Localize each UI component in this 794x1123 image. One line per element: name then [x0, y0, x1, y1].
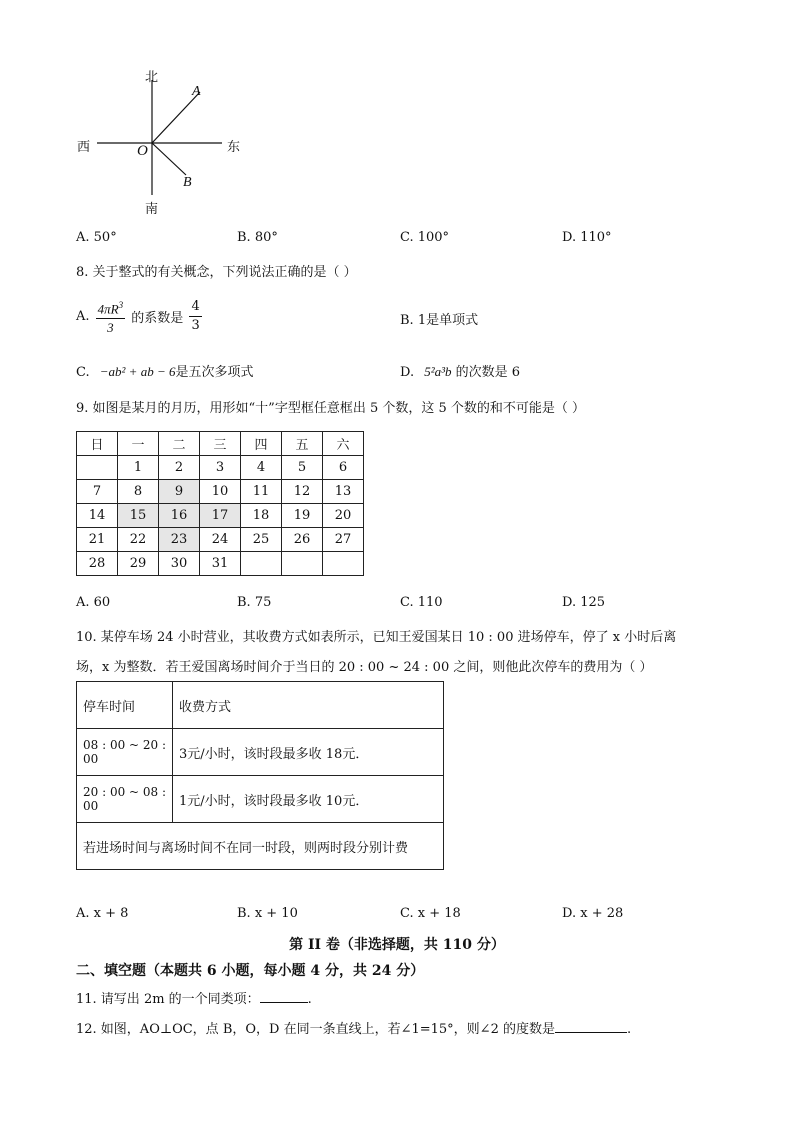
- calendar-cell: 27: [323, 528, 364, 552]
- calendar-cell-highlighted: 15: [118, 504, 159, 528]
- q10-option-b: B. x + 10: [237, 906, 298, 921]
- fee-table: [76, 681, 444, 870]
- q12: [76, 1018, 631, 1037]
- calendar-cell: 4: [241, 456, 282, 480]
- calendar-cell-highlighted: 9: [159, 480, 200, 504]
- q11-end: .: [307, 992, 312, 1007]
- calendar-cell: 31: [200, 552, 241, 576]
- q11: [76, 988, 312, 1007]
- calendar-cell: [323, 552, 364, 576]
- q8-c-prefix: C.: [76, 365, 90, 380]
- calendar-header-row: [77, 432, 364, 456]
- q8-option-d: [400, 361, 520, 380]
- q8-a-fraction: [96, 296, 125, 337]
- north-label: 北: [145, 70, 159, 85]
- calendar-cell: 22: [118, 528, 159, 552]
- section2-part-heading: 二、填空题（本题共 6 小题，每小题 4 分，共 24 分）: [76, 963, 425, 979]
- calendar-row: [77, 504, 364, 528]
- calendar-cell: 13: [323, 480, 364, 504]
- q8-a-frac-num: 4πR: [97, 301, 119, 317]
- fee-note-row: [77, 823, 444, 870]
- calendar-cell: 19: [282, 504, 323, 528]
- south-label: 南: [145, 202, 159, 217]
- calendar-cell: 26: [282, 528, 323, 552]
- ray-ob: [152, 143, 186, 175]
- calendar-cell-highlighted: 16: [159, 504, 200, 528]
- q8-a-mid: 的系数是: [131, 311, 184, 327]
- calendar-cell: [77, 456, 118, 480]
- calendar-cell: [241, 552, 282, 576]
- q7-option-c: C. 100°: [400, 230, 450, 245]
- point-b-label: B: [183, 175, 192, 190]
- q8-c-expr: −ab² + ab − 6: [99, 364, 176, 379]
- q8-d-prefix: D.: [400, 365, 415, 380]
- q7-option-d: D. 110°: [562, 230, 612, 245]
- q11-answer-blank[interactable]: [260, 990, 308, 1003]
- q10-option-d: D. x + 28: [562, 906, 624, 921]
- calendar-cell: 24: [200, 528, 241, 552]
- q8-option-a: [76, 296, 204, 337]
- calendar-row: [77, 552, 364, 576]
- q8-a-frac-sup: 3: [118, 300, 124, 310]
- calendar-cell: 28: [77, 552, 118, 576]
- q8-a-fraction2: [189, 298, 201, 335]
- calendar-cell: 14: [77, 504, 118, 528]
- q8-stem: 8. 关于整式的有关概念，下列说法正确的是（ ）: [76, 265, 357, 280]
- q9-option-d: D. 125: [562, 595, 606, 610]
- origin-label: O: [137, 143, 148, 159]
- q12-text: 12. 如图，AO⊥OC，点 B，O，D 在同一条直线上，若∠1=15°，则∠2 的度数是: [76, 1022, 555, 1037]
- q10-option-c: C. x + 18: [400, 906, 461, 921]
- compass-diagram: [0, 0, 794, 230]
- q10-line1: 10. 某停车场 24 小时营业，其收费方式如表所示，已知王爱国某日 10 : 00 进场停车，停了 x 小时后离: [76, 630, 677, 645]
- q12-end: .: [626, 1022, 632, 1037]
- calendar-header-cell: 日: [77, 432, 118, 456]
- q7-option-b: B. 80°: [237, 230, 278, 245]
- calendar-cell-highlighted: 23: [159, 528, 200, 552]
- calendar-cell: 5: [282, 456, 323, 480]
- q8-d-suffix: 的次数是 6: [451, 365, 521, 380]
- calendar-cell: 12: [282, 480, 323, 504]
- calendar-header-cell: 四: [241, 432, 282, 456]
- fee-row2-time: 20 : 00 ~ 08 : 00: [77, 776, 173, 823]
- calendar-cell: 3: [200, 456, 241, 480]
- calendar-header-cell: 一: [118, 432, 159, 456]
- fee-row1-fee: 3元/小时，该时段最多收 18元．: [173, 729, 444, 776]
- calendar-header-cell: 五: [282, 432, 323, 456]
- calendar-row: [77, 456, 364, 480]
- q9-option-b: B. 75: [237, 595, 272, 610]
- calendar-cell: 18: [241, 504, 282, 528]
- calendar-table: [76, 431, 364, 576]
- west-label: 西: [77, 140, 91, 155]
- calendar-cell: 30: [159, 552, 200, 576]
- q8-option-c: [76, 361, 254, 380]
- east-label: 东: [227, 140, 241, 155]
- calendar-cell: 8: [118, 480, 159, 504]
- calendar-cell: 29: [118, 552, 159, 576]
- q8-a-frac-den: 3: [107, 320, 114, 336]
- calendar-cell: 7: [77, 480, 118, 504]
- fee-row: [77, 729, 444, 776]
- fee-row2-fee: 1元/小时，该时段最多收 10元．: [173, 776, 444, 823]
- calendar-cell-highlighted: 17: [200, 504, 241, 528]
- fee-col1-header: 停车时间: [77, 682, 173, 729]
- q8-a-frac2-den: 3: [191, 318, 200, 334]
- q10-line2: 场，x 为整数．若王爱国离场时间介于当日的 20 : 00 ~ 24 : 00 之间，则他此次停车的费用为（ ）: [76, 660, 653, 675]
- calendar-cell: 2: [159, 456, 200, 480]
- calendar-cell: 21: [77, 528, 118, 552]
- fee-header-row: [77, 682, 444, 729]
- fee-row1-time: 08 : 00 ~ 20 : 00: [77, 729, 173, 776]
- fee-row: [77, 776, 444, 823]
- q7-option-a: A. 50°: [76, 230, 117, 245]
- calendar-cell: 1: [118, 456, 159, 480]
- q8-c-suffix: 是五次多项式: [175, 365, 254, 380]
- q10-option-a: A. x + 8: [76, 906, 129, 921]
- q9-option-a: A. 60: [76, 595, 111, 610]
- fee-note: 若进场时间与离场时间不在同一时段，则两时段分别计费: [77, 823, 444, 870]
- calendar-row: [77, 528, 364, 552]
- q11-text: 11. 请写出 2m 的一个同类项：: [76, 992, 260, 1007]
- calendar-cell: 10: [200, 480, 241, 504]
- calendar-cell: 20: [323, 504, 364, 528]
- calendar-row: [77, 480, 364, 504]
- q9-stem: 9. 如图是某月的月历，用形如“十”字型框任意框出 5 个数，这 5 个数的和不可能是（ ）: [76, 401, 586, 416]
- calendar-cell: [282, 552, 323, 576]
- section2-title: 第 II 卷（非选择题，共 110 分）: [289, 937, 505, 953]
- q8-a-prefix: A.: [76, 309, 90, 325]
- calendar-cell: 25: [241, 528, 282, 552]
- q8-a-frac2-num: 4: [189, 298, 201, 317]
- calendar-header-cell: 六: [323, 432, 364, 456]
- q8-option-b: B. 1是单项式: [400, 313, 479, 328]
- fee-col2-header: 收费方式: [173, 682, 444, 729]
- q12-answer-blank[interactable]: [555, 1020, 627, 1033]
- point-a-label: A: [192, 84, 201, 99]
- q9-option-c: C. 110: [400, 595, 443, 610]
- q8-d-expr: 5²a³b: [424, 364, 452, 379]
- calendar-header-cell: 二: [159, 432, 200, 456]
- calendar-cell: 11: [241, 480, 282, 504]
- calendar-cell: 6: [323, 456, 364, 480]
- calendar-header-cell: 三: [200, 432, 241, 456]
